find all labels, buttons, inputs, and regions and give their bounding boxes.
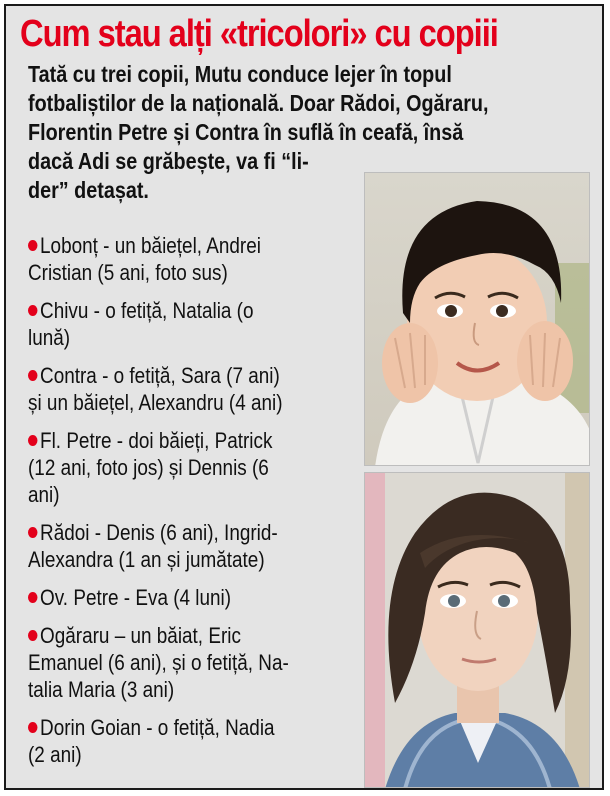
boy-portrait-illustration <box>365 173 590 466</box>
photo-boy-top <box>364 172 590 466</box>
intro-line: fotbaliștilor de la națională. Doar Rădoi, Ogăraru, <box>28 90 489 116</box>
item-line <box>28 584 372 611</box>
item-text: Ov. Petre - Eva (4 luni) <box>40 585 232 610</box>
red-bullet-icon <box>28 527 37 538</box>
red-bullet-icon <box>28 722 37 733</box>
red-bullet-icon <box>28 305 37 316</box>
item-line <box>28 232 372 259</box>
item-line <box>28 519 372 546</box>
item-text: Fl. Petre - doi băieți, Patrick <box>40 428 273 453</box>
item-text: Rădoi - Denis (6 ani), Ingrid- <box>40 520 278 545</box>
boy-portrait-illustration <box>365 473 590 788</box>
item-line <box>28 297 372 324</box>
red-bullet-icon <box>28 435 37 446</box>
item-line <box>28 714 372 741</box>
item-line: Alexandra (1 an și jumătate) <box>28 547 265 572</box>
item-line <box>28 362 372 389</box>
headline: Cum stau alți «tricolori» cu copiii <box>20 13 498 55</box>
item-line: și un băiețel, Alexandru (4 ani) <box>28 390 283 415</box>
list-item <box>28 714 372 768</box>
red-bullet-icon <box>28 592 37 603</box>
item-line: talia Maria (3 ani) <box>28 677 175 702</box>
item-line: Cristian (5 ani, foto sus) <box>28 260 228 285</box>
item-line: lună) <box>28 325 71 350</box>
item-line <box>28 622 372 649</box>
item-line: Emanuel (6 ani), și o fetiță, Na- <box>28 650 289 675</box>
item-line: ani) <box>28 482 60 507</box>
list-item <box>28 297 372 351</box>
red-bullet-icon <box>28 630 37 641</box>
item-line: (2 ani) <box>28 742 82 767</box>
list-item <box>28 427 372 508</box>
item-text: Lobonț - un băiețel, Andrei <box>40 233 261 258</box>
red-bullet-icon <box>28 370 37 381</box>
item-text: Contra - o fetiță, Sara (7 ani) <box>40 363 280 388</box>
list-item <box>28 362 372 416</box>
item-line <box>28 427 372 454</box>
intro-line: Florentin Petre și Contra în suflă în ceafă, însă <box>28 119 464 145</box>
item-text: Ogăraru – un băiat, Eric <box>40 623 241 648</box>
list-item <box>28 622 372 703</box>
photo-boy-bottom <box>364 472 590 788</box>
list-item <box>28 519 372 573</box>
list-item <box>28 584 372 611</box>
intro-line: dacă Adi se grăbește, va fi “li- <box>28 148 309 174</box>
item-line: (12 ani, foto jos) și Dennis (6 <box>28 455 269 480</box>
intro-line: der” detașat. <box>28 177 149 203</box>
list-item <box>28 232 372 286</box>
children-list <box>28 232 372 779</box>
article-box <box>4 4 604 790</box>
item-text: Chivu - o fetiță, Natalia (o <box>40 298 254 323</box>
intro-line: Tată cu trei copii, Mutu conduce lejer în topul <box>28 61 452 87</box>
red-bullet-icon <box>28 240 37 251</box>
item-text: Dorin Goian - o fetiță, Nadia <box>40 715 275 740</box>
